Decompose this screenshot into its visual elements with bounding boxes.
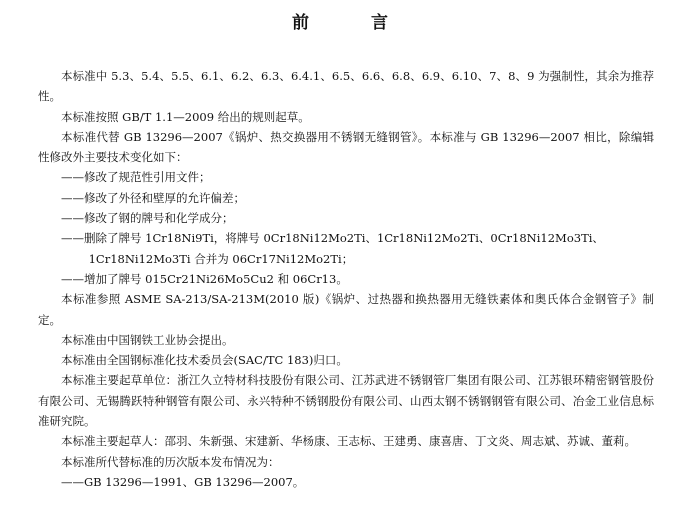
paragraph-reference-standard: 本标准参照 ASME SA-213/SA-213M(2010 版)《锅炉、过热器和换热器用无缝铁素体和奥氏体合金钢管子》制定。: [38, 292, 654, 327]
paragraph-technical-committee: 本标准由全国钢标准化技术委员会(SAC/TC 183)归口。: [61, 353, 348, 368]
change-item-deleted-grades-continued: 1Cr18Ni12Mo3Ti 合并为 06Cr17Ni12Mo2Ti；: [88, 251, 354, 266]
paragraph-mandatory-clauses: 本标准中 5.3、5.4、5.5、6.1、6.2、6.3、6.4.1、6.5、6.6、6.8、6.9、6.10、7、8、9 为强制性，其余为推荐性。: [38, 69, 654, 104]
paragraph-proposer: 本标准由中国钢铁工业协会提出。: [61, 332, 234, 347]
change-item-deleted-grades: ——删除了牌号 1Cr18Ni9Ti，将牌号 0Cr18Ni12Mo2Ti、1Cr18Ni12Mo2Ti、0Cr18Ni12Mo3Ti、: [61, 231, 604, 246]
change-item-added-grades: ——增加了牌号 015Cr21Ni26Mo5Cu2 和 06Cr13。: [61, 271, 348, 286]
paragraph-drafting-organizations: 本标准主要起草单位：浙江久立特材科技股份有限公司、江苏武进不锈钢管厂集团有限公司、江苏银环精密钢管股份有限公司、无锡腾跃特种钢管有限公司、永兴特种不锈钢股份有限公司、山西太钢不锈钢钢管有限公司、冶金工业信息标准研究院。: [38, 373, 654, 429]
change-item-references: ——修改了规范性引用文件；: [61, 170, 211, 185]
page-title: 前 言: [292, 13, 416, 33]
paragraph-drafting-rules: 本标准按照 GB/T 1.1—2009 给出的规则起草。: [61, 109, 310, 124]
paragraph-replaces-standard: 本标准代替 GB 13296—2007《锅炉、热交换器用不锈钢无缝钢管》。本标准与 GB 13296—2007 相比，除编辑性修改外主要技术变化如下：: [38, 129, 654, 165]
paragraph-drafters: 本标准主要起草人：邵羽、朱新强、宋建新、华杨康、王志标、王建勇、康喜唐、丁文炎、周志斌、苏诚、董莉。: [61, 434, 636, 449]
history-item: ——GB 13296—1991、GB 13296—2007。: [61, 474, 305, 489]
change-item-tolerances: ——修改了外径和壁厚的允许偏差；: [61, 190, 245, 205]
paragraph-version-history: 本标准所代替标准的历次版本发布情况为：: [61, 454, 280, 469]
change-item-grades: ——修改了钢的牌号和化学成分；: [61, 211, 234, 226]
document-body: [38, 66, 654, 492]
